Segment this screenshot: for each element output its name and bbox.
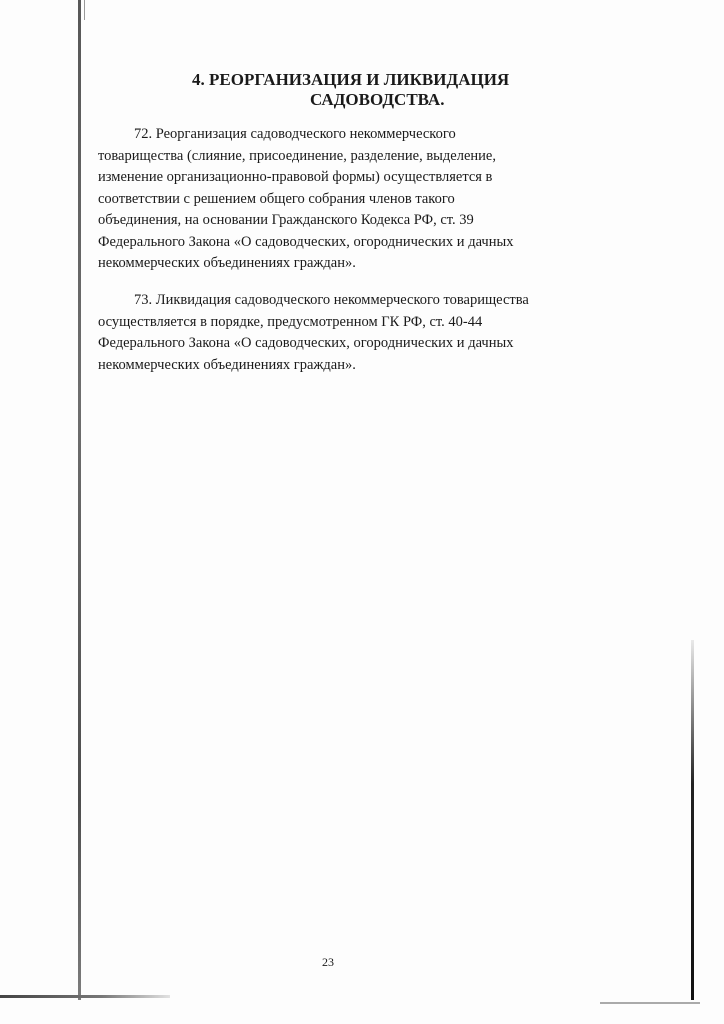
paragraph-73 <box>98 290 598 376</box>
section-heading-line-1: 4. РЕОРГАНИЗАЦИЯ И ЛИКВИДАЦИЯ <box>192 70 510 89</box>
section-heading-line-2: САДОВОДСТВА. <box>310 90 445 109</box>
paragraph-72 <box>98 124 598 275</box>
scan-edge-bottom <box>0 995 170 998</box>
paragraph-line: объединения, на основании Гражданского Кодекса РФ, ст. 39 <box>98 212 474 228</box>
paragraph-line: Федерального Закона «О садоводческих, огороднических и дачных <box>98 233 514 250</box>
scan-edge-left <box>78 0 81 1000</box>
paragraph-line: Федерального Закона «О садоводческих, огороднических и дачных <box>98 335 514 351</box>
paragraph-line: осуществляется в порядке, предусмотренном ГК РФ, ст. 40-44 <box>98 313 483 330</box>
paragraph-line: соответствии с решением общего собрания членов такого <box>98 190 455 207</box>
paragraph-line: некоммерческих объединениях граждан». <box>98 255 356 271</box>
page-number: 23 <box>322 955 334 969</box>
paragraph-line: некоммерческих объединениях граждан». <box>98 356 356 373</box>
paragraph-line: товарищества (слияние, присоединение, разделение, выделение, <box>98 147 496 164</box>
paragraph-line: 72. Реорганизация садоводческого некоммерческого <box>134 126 456 142</box>
scan-edge-left-mark <box>84 0 85 20</box>
section-heading <box>150 70 610 110</box>
paragraph-line: 73. Ликвидация садоводческого некоммерческого товарищества <box>134 292 529 308</box>
scan-edge-right <box>691 640 694 1000</box>
scan-edge-bottom-right <box>600 1002 700 1004</box>
paragraph-line: изменение организационно-правовой формы) осуществляется в <box>98 169 493 185</box>
